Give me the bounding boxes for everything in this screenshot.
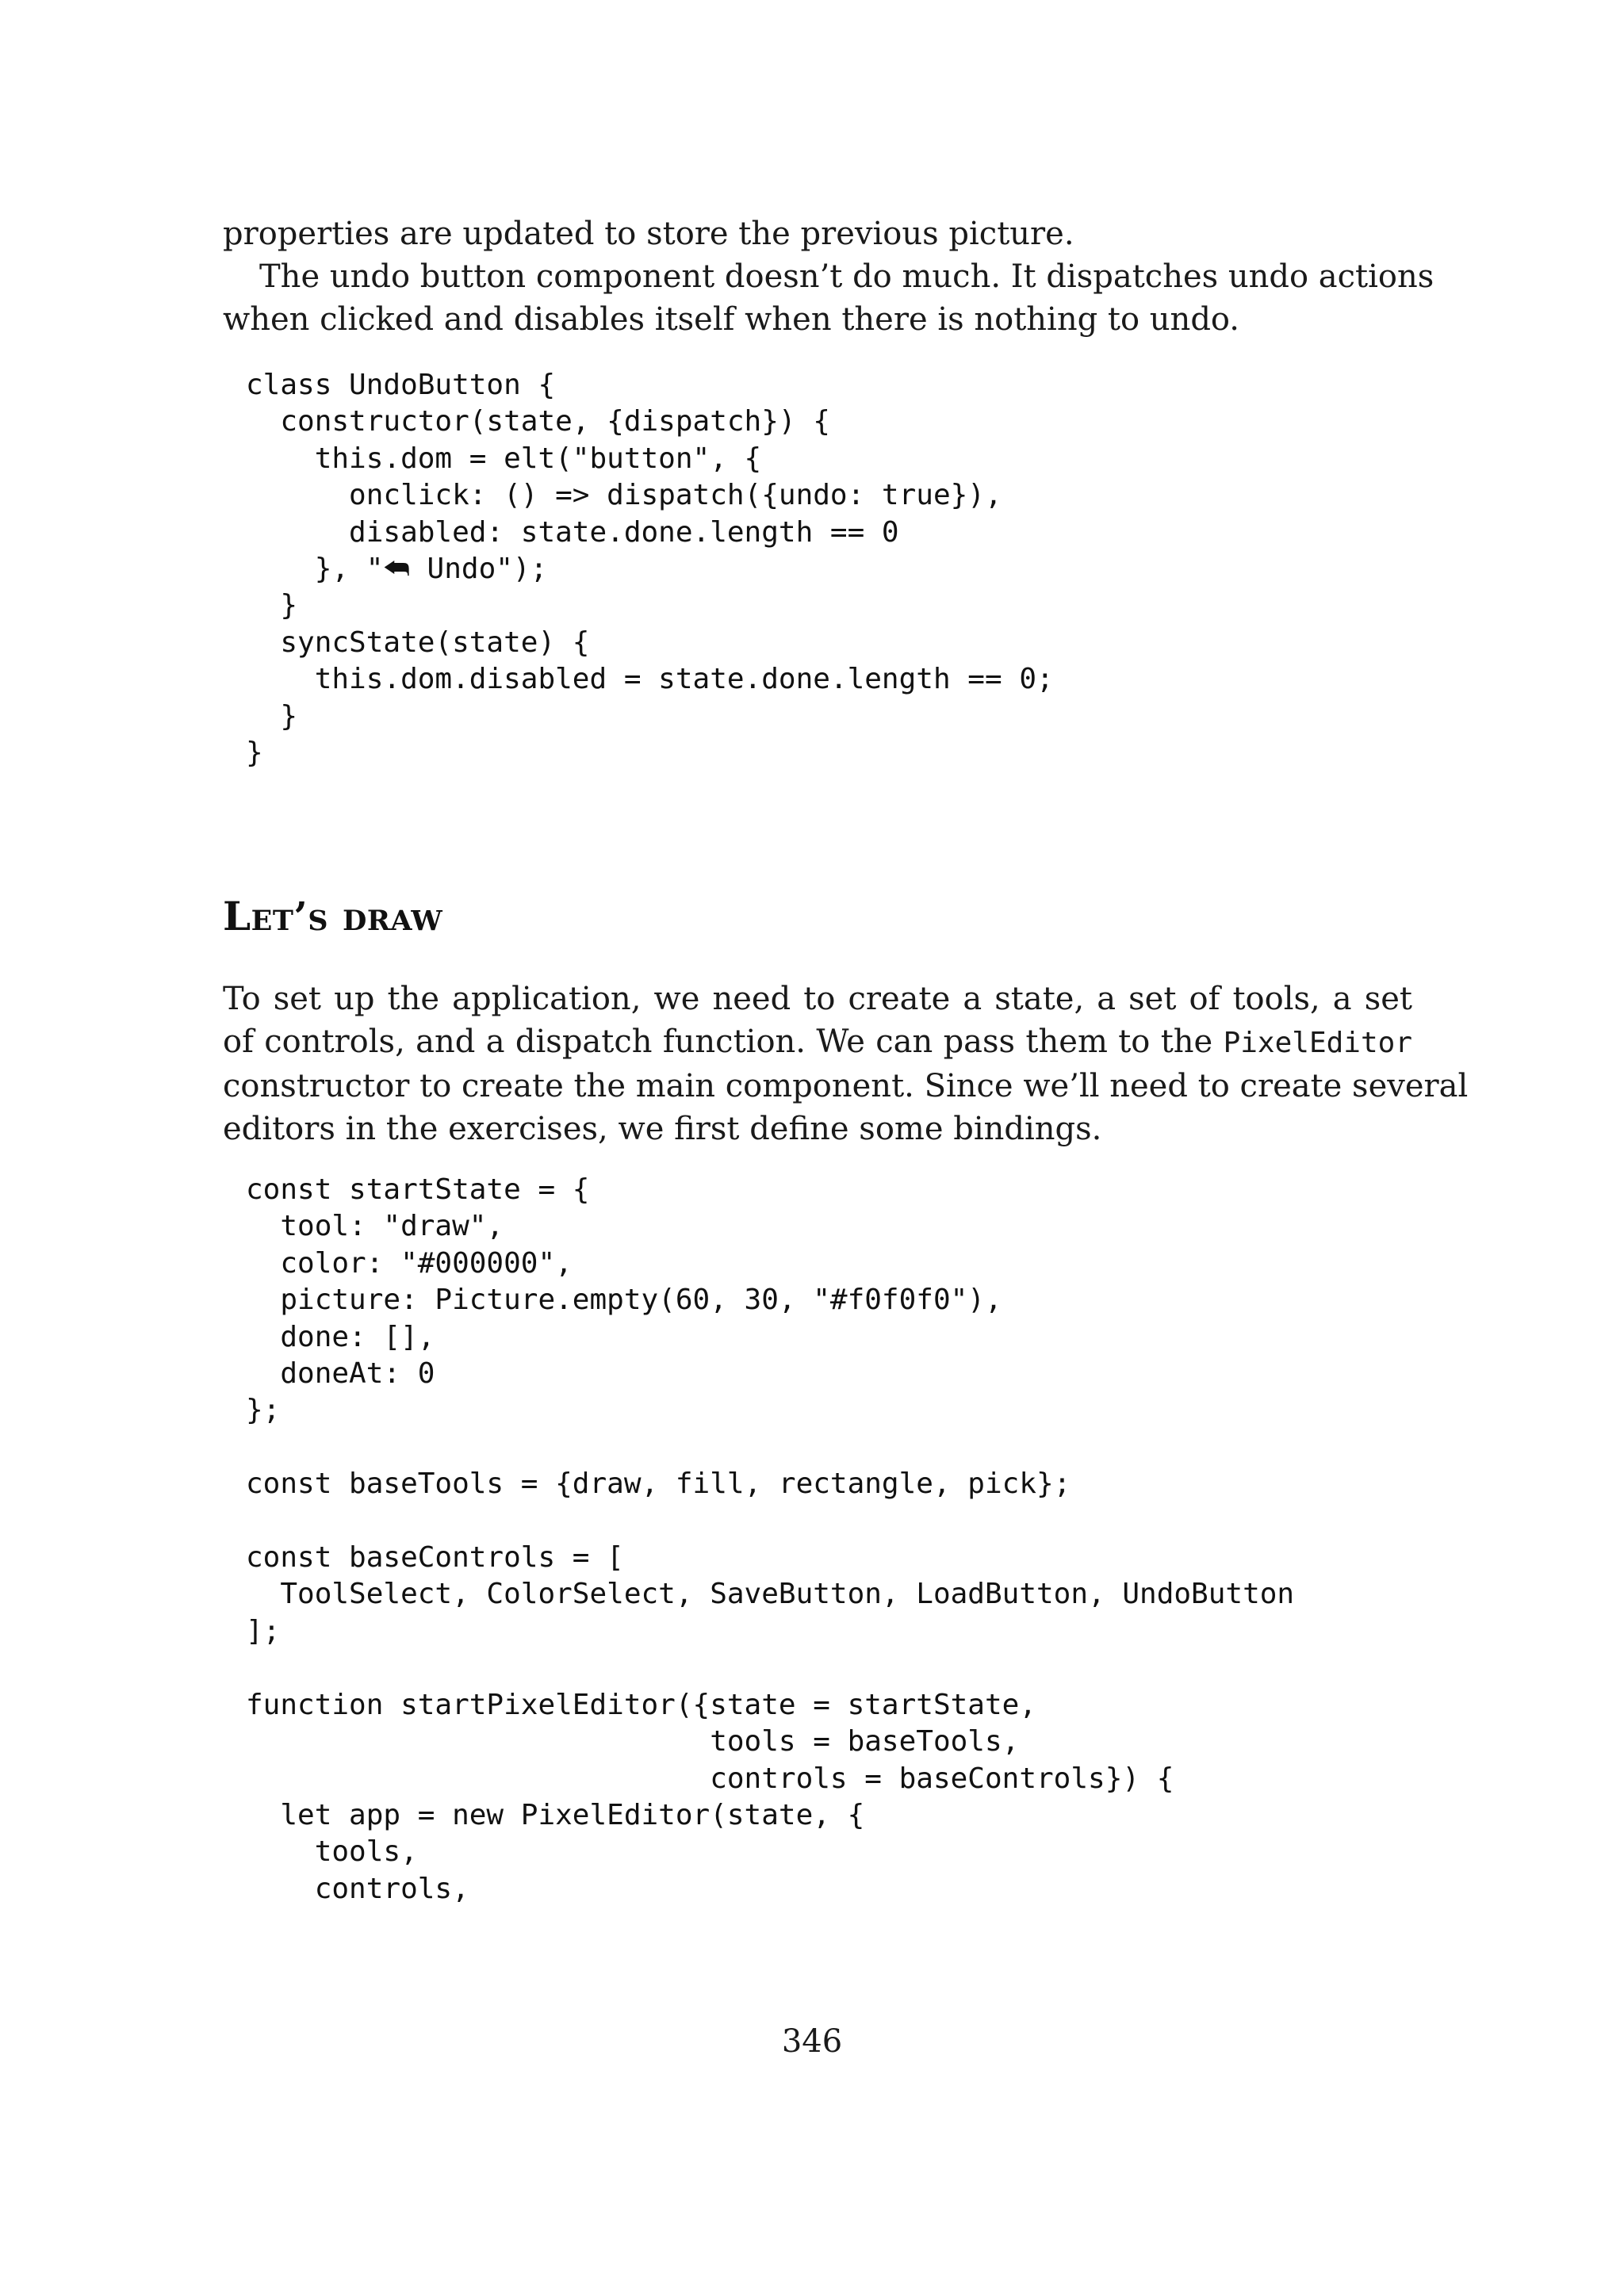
undo-button-code-block: class UndoButton { constructor(state, {dispatch}) { this.dom = elt("button", { onclick: () => dispatch({undo: true}), disabled: state.done.length == 0 }, "⮪ Undo"); } syncState(state) { this.dom.disabled = state.done.length == 0; } }: [246, 369, 1054, 770]
page-number: 346: [781, 2023, 843, 2060]
setup-line-1: To set up the application, we need to create a state, a set of tools, a set: [223, 981, 1412, 1017]
setup-line-4: editors in the exercises, we first define some bindings.: [223, 1111, 1102, 1147]
intro-line-1: properties are updated to store the previous picture.: [223, 216, 1074, 252]
start-state-code-block: const startState = { tool: "draw", color: "#000000", picture: Picture.empty(60, 30, "#f0f0f0"), done: [], doneAt: 0 }; const baseTools = {draw, fill, rectangle, pick}; const baseControls = [ ToolSelect, ColorSelect, SaveButton, LoadButton, UndoButton ]; function startPixelEditor({state = startState, tools = baseTools, controls = baseControls}) { let app = new PixelEditor(state, { tools, controls,: [246, 1173, 1295, 1905]
setup-line-2-text: of controls, and a dispatch function. We can pass them to the: [223, 1024, 1224, 1060]
setup-line-3: constructor to create the main component. Since we’ll need to create several: [223, 1068, 1469, 1104]
intro-line-2: The undo button component doesn’t do much. It dispatches undo actions: [259, 258, 1434, 295]
intro-paragraph: [223, 212, 1434, 341]
section-heading: Let’s draw: [223, 893, 443, 939]
setup-paragraph: [223, 978, 1469, 1150]
intro-line-3: when clicked and disables itself when there is nothing to undo.: [223, 301, 1240, 338]
pixel-editor-inline-code: PixelEditor: [1223, 1027, 1412, 1059]
setup-line-2: [223, 1020, 1412, 1065]
